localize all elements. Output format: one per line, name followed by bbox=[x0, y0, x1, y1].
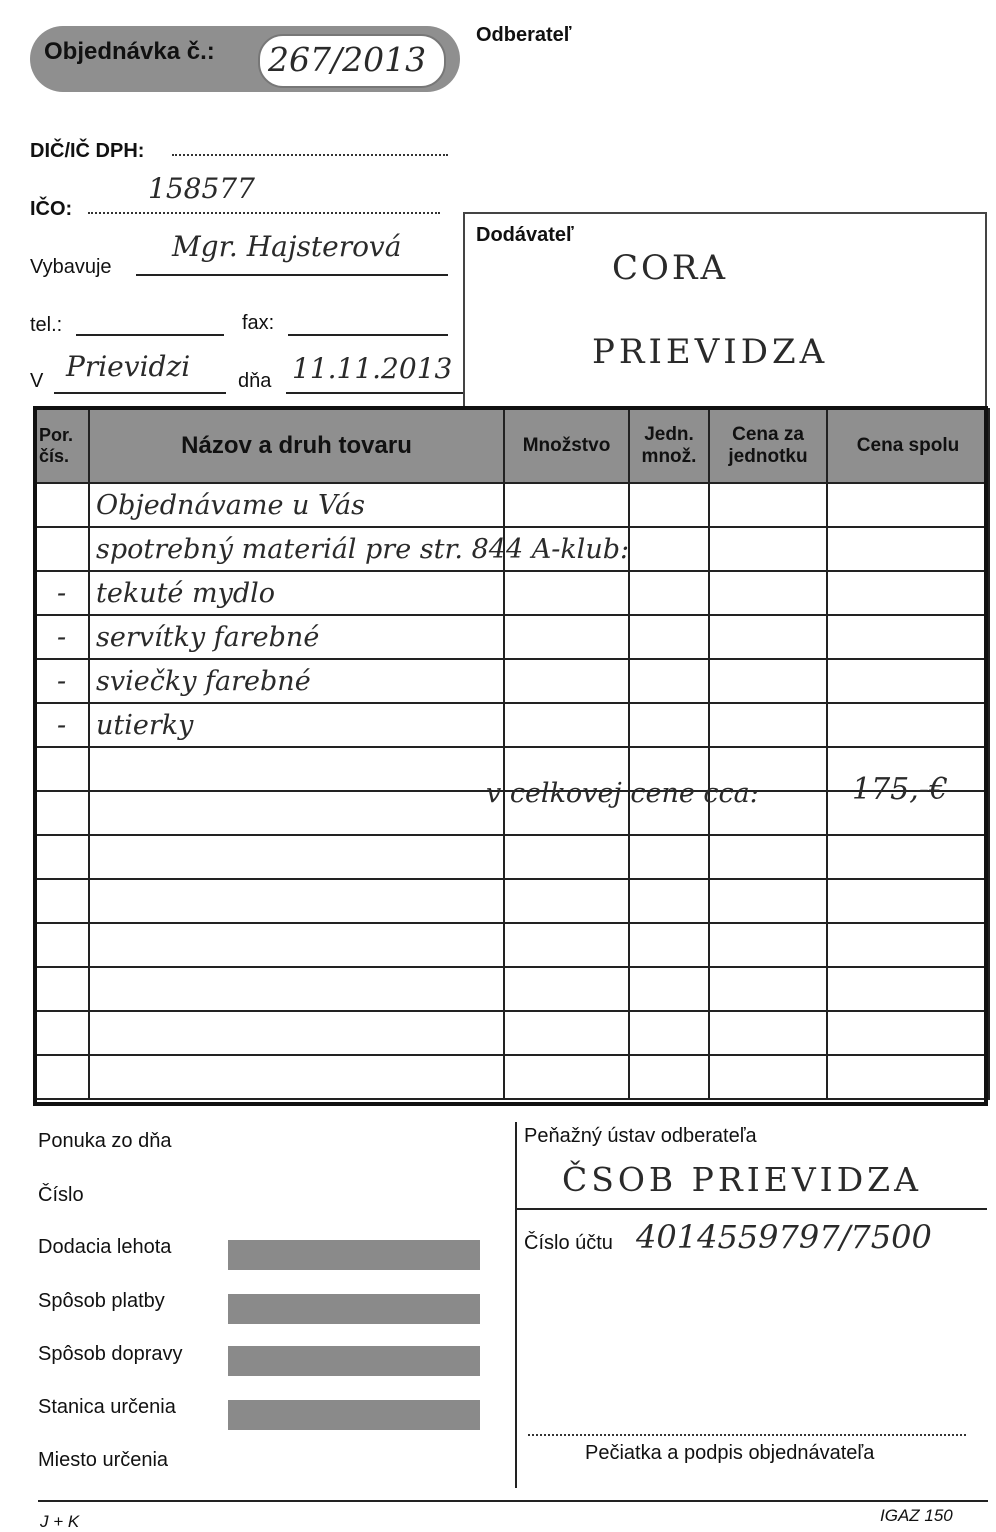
cell-item-name[interactable]: utierky bbox=[89, 703, 504, 747]
cell-total[interactable] bbox=[827, 571, 989, 615]
cell-item-name[interactable]: Objednávame u Vás bbox=[89, 483, 504, 527]
signature-line[interactable] bbox=[528, 1432, 966, 1436]
bank-label: Peňažný ústav odberateľa bbox=[524, 1125, 757, 1147]
total-note: v celkovej cene cca: bbox=[486, 778, 759, 809]
cell-total[interactable] bbox=[827, 527, 989, 571]
cell-item-name[interactable] bbox=[89, 923, 504, 967]
handler-value: Mgr. Hajsterová bbox=[172, 230, 402, 263]
footer-divider bbox=[515, 1122, 517, 1488]
cell-number[interactable] bbox=[34, 1055, 89, 1099]
supplier-label: Dodávateľ bbox=[476, 224, 574, 246]
place-label: V bbox=[30, 370, 44, 392]
ico-field[interactable] bbox=[88, 208, 440, 214]
fax-label: fax: bbox=[242, 312, 275, 334]
cell-quantity[interactable] bbox=[504, 1011, 629, 1055]
cell-number[interactable] bbox=[34, 1011, 89, 1055]
table-row bbox=[34, 483, 989, 527]
cell-unit-price[interactable] bbox=[709, 835, 827, 879]
bottom-rule bbox=[38, 1500, 988, 1502]
col-header-quantity: Množstvo bbox=[504, 409, 629, 483]
cell-quantity[interactable] bbox=[504, 835, 629, 879]
signature-label: Pečiatka a podpis objednávateľa bbox=[585, 1442, 875, 1464]
cell-item-name[interactable] bbox=[89, 835, 504, 879]
place-value: Prievidzi bbox=[66, 350, 191, 383]
number-label: Číslo bbox=[38, 1184, 84, 1206]
payment-field[interactable] bbox=[228, 1294, 480, 1324]
payment-label: Spôsob platby bbox=[38, 1290, 165, 1312]
cell-unit[interactable] bbox=[629, 615, 709, 659]
cell-unit[interactable] bbox=[629, 483, 709, 527]
form-code-left: J + K bbox=[40, 1512, 80, 1531]
table-row bbox=[34, 1011, 989, 1055]
table-row bbox=[34, 879, 989, 923]
table-row bbox=[34, 615, 989, 659]
date-field[interactable] bbox=[286, 388, 464, 394]
cell-unit-price[interactable] bbox=[709, 483, 827, 527]
cell-unit[interactable] bbox=[629, 703, 709, 747]
cell-total[interactable] bbox=[827, 835, 989, 879]
cell-total[interactable] bbox=[827, 879, 989, 923]
cell-number[interactable]: - bbox=[34, 659, 89, 703]
table-row bbox=[34, 659, 989, 703]
order-label: Objednávka č.: bbox=[44, 38, 215, 65]
col-header-unit-price: Cena za jednotku bbox=[709, 409, 827, 483]
cell-quantity[interactable] bbox=[504, 967, 629, 1011]
cell-number[interactable] bbox=[34, 791, 89, 835]
bank-separator bbox=[517, 1208, 987, 1210]
cell-quantity[interactable] bbox=[504, 703, 629, 747]
cell-quantity[interactable] bbox=[504, 571, 629, 615]
customer-heading: Odberateľ bbox=[476, 24, 572, 46]
cell-unit-price[interactable] bbox=[709, 967, 827, 1011]
delivery-field[interactable] bbox=[228, 1240, 480, 1270]
cell-total[interactable] bbox=[827, 615, 989, 659]
cell-quantity[interactable] bbox=[504, 923, 629, 967]
cell-unit[interactable] bbox=[629, 1011, 709, 1055]
cell-number[interactable] bbox=[34, 527, 89, 571]
cell-quantity[interactable] bbox=[504, 615, 629, 659]
cell-item-name[interactable]: servítky farebné bbox=[89, 615, 504, 659]
fax-field[interactable] bbox=[288, 330, 448, 336]
total-value: 175,-€ bbox=[852, 772, 949, 807]
form-code-right: IGAZ 150 bbox=[880, 1506, 953, 1525]
table-row bbox=[34, 703, 989, 747]
cell-quantity[interactable] bbox=[504, 483, 629, 527]
cell-item-name[interactable] bbox=[89, 879, 504, 923]
account-value: 4014559797/7500 bbox=[636, 1218, 932, 1256]
place-field[interactable] bbox=[54, 388, 226, 394]
cell-item-name[interactable] bbox=[89, 1055, 504, 1099]
handler-field[interactable] bbox=[136, 270, 448, 276]
col-header-number: Por. čís. bbox=[34, 409, 89, 483]
cell-total[interactable] bbox=[827, 1055, 989, 1099]
table-row bbox=[34, 1055, 989, 1099]
cell-total[interactable] bbox=[827, 703, 989, 747]
cell-number[interactable]: - bbox=[34, 571, 89, 615]
ico-label: IČO: bbox=[30, 198, 73, 220]
tel-label: tel.: bbox=[30, 314, 63, 336]
dic-label: DIČ/IČ DPH: bbox=[30, 140, 145, 162]
ico-value: 158577 bbox=[148, 172, 255, 205]
cell-unit[interactable] bbox=[629, 879, 709, 923]
table-row bbox=[34, 923, 989, 967]
items-table bbox=[33, 408, 990, 1100]
cell-number[interactable] bbox=[34, 879, 89, 923]
cell-number[interactable] bbox=[34, 923, 89, 967]
delivery-label: Dodacia lehota bbox=[38, 1236, 172, 1258]
offer-label: Ponuka zo dňa bbox=[38, 1130, 172, 1152]
cell-total[interactable] bbox=[827, 923, 989, 967]
supplier-city: PRIEVIDZA bbox=[592, 332, 829, 372]
col-header-name: Názov a druh tovaru bbox=[89, 409, 504, 483]
cell-item-name[interactable] bbox=[89, 1011, 504, 1055]
cell-total[interactable] bbox=[827, 1011, 989, 1055]
cell-unit[interactable] bbox=[629, 659, 709, 703]
cell-number[interactable] bbox=[34, 483, 89, 527]
date-value: 11.11.2013 bbox=[292, 352, 453, 385]
cell-unit-price[interactable] bbox=[709, 1011, 827, 1055]
cell-unit[interactable] bbox=[629, 967, 709, 1011]
cell-unit-price[interactable] bbox=[709, 879, 827, 923]
cell-unit-price[interactable] bbox=[709, 923, 827, 967]
transport-label: Spôsob dopravy bbox=[38, 1343, 183, 1365]
cell-item-name[interactable]: sviečky farebné bbox=[89, 659, 504, 703]
table-row bbox=[34, 967, 989, 1011]
destination-label: Miesto určenia bbox=[38, 1449, 169, 1471]
dic-field[interactable] bbox=[172, 150, 448, 156]
cell-unit-price[interactable] bbox=[709, 571, 827, 615]
cell-unit[interactable] bbox=[629, 527, 709, 571]
table-row bbox=[34, 527, 989, 571]
station-label: Stanica určenia bbox=[38, 1396, 176, 1418]
cell-number[interactable] bbox=[34, 835, 89, 879]
cell-total[interactable] bbox=[827, 967, 989, 1011]
transport-field[interactable] bbox=[228, 1346, 480, 1376]
cell-unit[interactable] bbox=[629, 571, 709, 615]
cell-unit[interactable] bbox=[629, 835, 709, 879]
col-header-unit: Jedn. množ. bbox=[629, 409, 709, 483]
cell-quantity[interactable] bbox=[504, 659, 629, 703]
table-header-row bbox=[34, 409, 989, 483]
cell-total[interactable] bbox=[827, 659, 989, 703]
cell-unit-price[interactable] bbox=[709, 703, 827, 747]
cell-number[interactable] bbox=[34, 747, 89, 791]
order-number: 267/2013 bbox=[268, 40, 427, 79]
cell-number[interactable] bbox=[34, 967, 89, 1011]
cell-unit-price[interactable] bbox=[709, 615, 827, 659]
cell-quantity[interactable] bbox=[504, 1055, 629, 1099]
cell-unit[interactable] bbox=[629, 923, 709, 967]
cell-item-name[interactable]: spotrebný materiál pre str. 844 A-klub: bbox=[89, 527, 504, 571]
cell-item-name[interactable]: tekuté mydlo bbox=[89, 571, 504, 615]
cell-unit-price[interactable] bbox=[709, 527, 827, 571]
station-field[interactable] bbox=[228, 1400, 480, 1430]
supplier-name: CORA bbox=[612, 248, 729, 288]
cell-item-name[interactable] bbox=[89, 747, 504, 791]
cell-number[interactable]: - bbox=[34, 615, 89, 659]
date-label: dňa bbox=[238, 370, 272, 392]
tel-field[interactable] bbox=[76, 330, 224, 336]
cell-item-name[interactable] bbox=[89, 791, 504, 835]
cell-item-name[interactable] bbox=[89, 967, 504, 1011]
cell-unit-price[interactable] bbox=[709, 1055, 827, 1099]
cell-number[interactable]: - bbox=[34, 703, 89, 747]
cell-total[interactable] bbox=[827, 483, 989, 527]
bank-value: ČSOB PRIEVIDZA bbox=[562, 1160, 922, 1199]
table-row bbox=[34, 571, 989, 615]
cell-unit-price[interactable] bbox=[709, 659, 827, 703]
cell-unit[interactable] bbox=[629, 1055, 709, 1099]
col-header-total: Cena spolu bbox=[827, 409, 989, 483]
handler-label: Vybavuje bbox=[30, 256, 112, 278]
cell-quantity[interactable] bbox=[504, 879, 629, 923]
account-label: Číslo účtu bbox=[524, 1232, 613, 1254]
table-row bbox=[34, 835, 989, 879]
